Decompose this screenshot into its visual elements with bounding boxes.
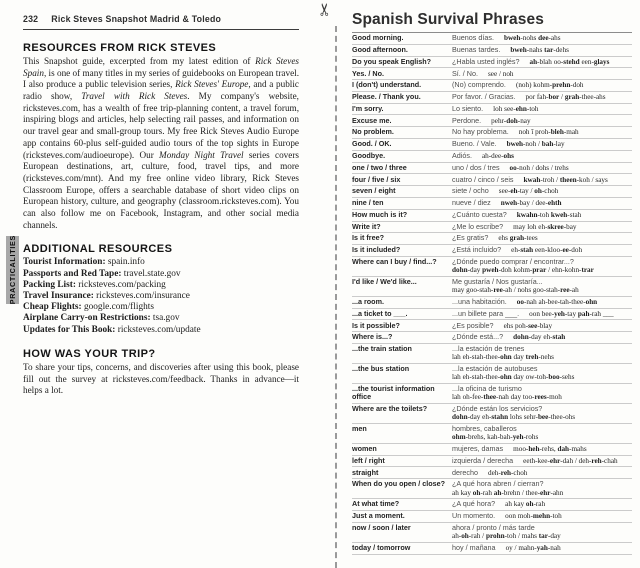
phrase-pronunciation: dohn-day eh-stahn lohs sehr-bee-thee-ohs	[452, 413, 576, 422]
running-header	[23, 14, 299, 30]
phrase-row	[352, 115, 632, 127]
resource-item	[23, 313, 299, 324]
phrase-english: Yes. / No.	[352, 68, 452, 80]
left-page-content	[23, 0, 299, 397]
phrase-spanish: ¿Está incluido?	[452, 245, 502, 255]
phrase-spanish: izquierda / derecha	[452, 455, 514, 465]
resource-value: ricksteves.com/packing	[78, 279, 166, 290]
resource-item	[23, 302, 299, 313]
phrase-translation-cell	[452, 33, 632, 44]
phrase-spanish: cuatro / cinco / seis	[452, 174, 514, 184]
phrase-pronunciation: noh ī proh-bleh-mah	[518, 128, 579, 137]
phrase-translation-cell	[452, 403, 632, 423]
phrase-pronunciation: loh see-ehn-toh	[493, 104, 539, 113]
phrase-translation-cell	[452, 245, 632, 257]
phrase-english: ...a room.	[352, 296, 452, 308]
phrase-pronunciation: ah-oh-rah / prohn-toh / mahs tar-day	[452, 532, 561, 541]
phrase-pronunciation: eh-stah een-kloo-ee-doh	[511, 246, 583, 255]
phrase-translation-cell	[452, 186, 632, 198]
phrase-row	[352, 80, 632, 92]
phrase-pronunciation: ah-dee-ohs	[481, 152, 514, 160]
phrase-pronunciation: nweh-bay / dee-ehth	[500, 199, 562, 208]
phrase-pronunciation: por fah-bor / grah-thee-ahs	[525, 93, 606, 102]
phrase-english: I'd like / We'd like...	[352, 276, 452, 296]
phrase-english: Is it free?	[352, 233, 452, 245]
phrase-english: I (don't) understand.	[352, 80, 452, 92]
phrase-pronunciation: oon bee-yeh-tay pah-rah ___	[529, 309, 614, 318]
resource-value: tsa.gov	[152, 313, 180, 324]
phrase-translation-cell	[452, 197, 632, 209]
phrase-english: left / right	[352, 455, 452, 467]
phrase-translation-cell	[452, 343, 632, 363]
phrase-row	[352, 276, 632, 296]
phrase-spanish: ¿Es gratis?	[452, 233, 489, 243]
phrase-row	[352, 320, 632, 332]
phrase-pronunciation: ah-blah oo-stehd een-glays	[529, 57, 610, 66]
phrase-spanish: ...un billete para ___.	[452, 308, 520, 318]
phrase-pronunciation: lah eh-stah-thee-ohn day ow-toh-boo-sehs	[452, 373, 575, 382]
phrase-english: At what time?	[352, 499, 452, 511]
right-page	[320, 0, 640, 568]
phrase-english: men	[352, 423, 452, 443]
phrase-spanish: ¿Cuánto cuesta?	[452, 209, 507, 219]
resource-value: ricksteves.com/update	[117, 324, 201, 335]
phrase-pronunciation: dohn-day pweh-doh kohm-prar / ehn-kohn-trar	[452, 266, 594, 275]
phrase-translation-cell	[452, 162, 632, 174]
phrase-row	[352, 186, 632, 198]
resource-label: Tourist Information:	[23, 257, 106, 268]
phrase-row	[352, 103, 632, 115]
phrase-pronunciation: kwah-troh / theen-koh / says	[523, 175, 608, 184]
phrase-english: Is it included?	[352, 245, 452, 257]
phrase-spanish: hombres, caballeros	[452, 424, 517, 434]
phrase-translation-cell	[452, 174, 632, 186]
phrase-translation-cell	[452, 479, 632, 499]
phrase-row	[352, 343, 632, 363]
phrase-row	[352, 91, 632, 103]
running-title: Rick Steves Snapshot Madrid & Toledo	[51, 14, 222, 24]
phrase-spanish: Lo siento.	[452, 103, 484, 113]
resource-label: Packing List:	[23, 279, 76, 290]
phrase-translation-cell	[452, 467, 632, 479]
phrase-spanish: Buenos días.	[452, 33, 494, 43]
resource-label: Updates for This Book:	[23, 324, 116, 335]
phrase-translation-cell	[452, 221, 632, 233]
scissors-icon: ✂	[315, 2, 335, 17]
phrase-pronunciation: oo-noh / dohs / trehs	[509, 163, 569, 172]
phrase-translation-cell	[452, 56, 632, 68]
phrase-pronunciation: ohm-brehs, kah-bah-yeh-rohs	[452, 433, 539, 442]
phrase-translation-cell	[452, 68, 632, 80]
resource-item	[23, 325, 299, 336]
phrase-spanish: Me gustaría / Nos gustaría...	[452, 277, 543, 287]
resource-value: ricksteves.com/insurance	[96, 291, 190, 302]
phrase-row	[352, 510, 632, 522]
phrase-english: Please. / Thank you.	[352, 91, 452, 103]
phrase-row	[352, 174, 632, 186]
resource-label: Passports and Red Tape:	[23, 268, 122, 279]
phrase-pronunciation: may loh eh-skree-bay	[513, 222, 577, 231]
phrase-row	[352, 383, 632, 403]
phrase-translation-cell	[452, 276, 632, 296]
resource-item	[23, 269, 299, 280]
phrase-spanish: (No) comprendo.	[452, 80, 506, 90]
phrase-row	[352, 197, 632, 209]
phrase-spanish: Buenas tardes.	[452, 44, 501, 54]
phrase-spanish: mujeres, damas	[452, 444, 504, 454]
phrase-english: Good morning.	[352, 33, 452, 44]
resource-item	[23, 280, 299, 291]
phrase-translation-cell	[452, 423, 632, 443]
phrase-english: now / soon / later	[352, 522, 452, 542]
phrase-pronunciation: oy / mahn-yah-nah	[505, 543, 561, 552]
phrase-english: How much is it?	[352, 209, 452, 221]
phrase-english: Is it possible?	[352, 320, 452, 332]
phrase-english: women	[352, 443, 452, 455]
phrase-row	[352, 162, 632, 174]
phrase-spanish: ¿Dónde puedo comprar / encontrar...?	[452, 257, 574, 267]
resource-item	[23, 257, 299, 268]
phrase-spanish: Sí. / No.	[452, 68, 478, 78]
page-title: Spanish Survival Phrases	[352, 11, 632, 33]
phrase-spanish: Adiós.	[452, 151, 472, 160]
phrase-spanish: ¿A qué hora?	[452, 499, 496, 509]
phrase-spanish: Un momento.	[452, 511, 496, 521]
phrase-translation-cell	[452, 455, 632, 467]
phrase-pronunciation: dohn-day eh-stah	[513, 333, 566, 342]
resource-value: travel.state.gov	[123, 268, 181, 279]
phrase-english: ...the tourist information office	[352, 383, 452, 403]
phrase-translation-cell	[452, 256, 632, 276]
phrase-pronunciation: moo-heh-rehs, dah-mahs	[513, 445, 587, 454]
phrase-english: Where can I buy / find...?	[352, 256, 452, 276]
phrase-translation-cell	[452, 233, 632, 245]
phrase-spanish: siete / ocho	[452, 186, 489, 196]
phrase-pronunciation: ah kay oh-rah	[505, 500, 546, 509]
resource-value: google.com/flights	[83, 302, 154, 313]
phrase-spanish: Perdone.	[452, 115, 482, 125]
additional-resources-heading: ADDITIONAL RESOURCES	[23, 243, 173, 256]
phrase-translation-cell	[452, 139, 632, 151]
resources-paragraph: This Snapshot guide, excerpted from my latest edition of Rick Steves Spain, is one of many titles in my series of guidebooks on European travel. I also produce a public television series, Rick Steves' Europe, and a public radio show, Travel with Rick Steves. My company's website, ricksteves.com, has a wealth of free trip-planning content, a travel forum, inspiring blogs and articles, help selecting rail passes, and information on our travel gear and small-group tours. My free Rick Steves Audio Europe app contains 60-plus self-guided audio tours of the top sights in Europe (ricksteves.com/audioeurope). Our Monday Night Travel series covers European destinations, art, culture, food, travel tips, and more (ricksteves.com/mnt). And my free online video library, Rick Steves Classroom Europe, offers a searchable database of short video clips on European history, culture, and geography (classroom.ricksteves.com). You can also follow me on Facebook, Instagram, and other social media channels.	[23, 56, 299, 230]
phrase-spanish: ¿Es posible?	[452, 320, 494, 330]
phrase-row	[352, 256, 632, 276]
phrase-row	[352, 245, 632, 257]
phrase-pronunciation: lah eh-stah-thee-ohn day treh-nehs	[452, 353, 554, 362]
resource-value: spain.info	[107, 257, 145, 268]
phrase-row	[352, 308, 632, 320]
phrase-spanish: ¿A qué hora abren / cierran?	[452, 479, 544, 489]
phrase-translation-cell	[452, 383, 632, 403]
phrase-spanish: ...la estación de trenes	[452, 344, 525, 354]
phrase-pronunciation: bweh-noh / bah-lay	[506, 140, 565, 149]
resource-label: Cheap Flights:	[23, 302, 82, 313]
page-number: 232	[23, 14, 39, 24]
phrase-translation-cell	[452, 103, 632, 115]
phrase-translation-cell	[452, 150, 632, 162]
right-page-content	[352, 0, 632, 555]
phrase-english: seven / eight	[352, 186, 452, 198]
phrase-spanish: uno / dos / tres	[452, 162, 500, 172]
phrase-translation-cell	[452, 320, 632, 332]
phrase-english: Do you speak English?	[352, 56, 452, 68]
phrase-row	[352, 209, 632, 221]
phrase-row	[352, 221, 632, 233]
phrase-spanish: ¿Habla usted inglés?	[452, 56, 520, 66]
phrase-pronunciation: kwahn-toh kweh-stah	[516, 210, 582, 219]
phrase-row	[352, 467, 632, 479]
phrase-pronunciation: (noh) kohm-prehn-doh	[515, 81, 584, 90]
phrase-spanish: Por favor. / Gracias.	[452, 92, 516, 102]
phrase-translation-cell	[452, 91, 632, 103]
phrase-english: I'm sorry.	[352, 103, 452, 115]
phrase-row	[352, 363, 632, 383]
phrase-row	[352, 443, 632, 455]
phrase-english: Write it?	[352, 221, 452, 233]
phrase-english: ...the bus station	[352, 363, 452, 383]
phrase-row	[352, 522, 632, 542]
phrase-english: Where are the toilets?	[352, 403, 452, 423]
phrase-pronunciation: pehr-doh-nay	[491, 116, 531, 125]
phrase-row	[352, 499, 632, 511]
phrase-english: No problem.	[352, 127, 452, 139]
phrase-row	[352, 332, 632, 344]
resources-heading: RESOURCES FROM RICK STEVES	[23, 42, 217, 54]
phrase-translation-cell	[452, 308, 632, 320]
phrase-translation-cell	[452, 443, 632, 455]
phrase-translation-cell	[452, 499, 632, 511]
phrase-spanish: ...la oficina de turismo	[452, 384, 522, 394]
phrase-pronunciation: bweh-nohs dee-ahs	[503, 34, 561, 43]
phrase-row	[352, 455, 632, 467]
phrase-spanish: nueve / diez	[452, 198, 491, 208]
phrase-row	[352, 296, 632, 308]
phrase-row	[352, 127, 632, 139]
phrase-translation-cell	[452, 209, 632, 221]
resource-list	[23, 257, 299, 336]
phrase-english: ...a ticket to ___.	[352, 308, 452, 320]
phrase-translation-cell	[452, 296, 632, 308]
phrase-row	[352, 403, 632, 423]
resource-item	[23, 291, 299, 302]
phrase-spanish: No hay problema.	[452, 127, 509, 137]
phrase-row	[352, 150, 632, 162]
phrase-pronunciation: ehs poh-see-blay	[503, 321, 553, 330]
phrase-spanish: derecho	[452, 467, 478, 477]
phrase-english: Just a moment.	[352, 510, 452, 522]
phrase-translation-cell	[452, 542, 632, 554]
phrase-translation-cell	[452, 115, 632, 127]
phrase-english: Goodbye.	[352, 150, 452, 162]
phrase-translation-cell	[452, 44, 632, 56]
resource-label: Airplane Carry-on Restrictions:	[23, 313, 151, 324]
phrase-spanish: ¿Dónde está...?	[452, 332, 504, 342]
phrase-pronunciation: deh-reh-choh	[487, 468, 528, 477]
phrase-english: Good afternoon.	[352, 44, 452, 56]
phrase-pronunciation: eeth-kee-ehr-dah / deh-reh-chah	[523, 456, 618, 465]
phrase-pronunciation: lah oh-fee-thee-nah day too-rees-moh	[452, 393, 562, 402]
phrase-spanish: ¿Dónde están los servicios?	[452, 404, 543, 414]
phrase-translation-cell	[452, 510, 632, 522]
phrase-english: When do you open / close?	[352, 479, 452, 499]
phrase-pronunciation: oon moh-mehn-toh	[505, 512, 562, 521]
phrase-row	[352, 33, 632, 44]
side-tab-label: PRACTICALITIES	[8, 235, 17, 305]
phrase-row	[352, 44, 632, 56]
phrase-row	[352, 139, 632, 151]
phrase-spanish: ahora / pronto / más tarde	[452, 522, 535, 532]
phrase-english: ...the train station	[352, 343, 452, 363]
phrase-pronunciation: ehs grah-tees	[498, 234, 538, 243]
phrase-row	[352, 233, 632, 245]
phrase-row	[352, 423, 632, 443]
phrase-translation-cell	[452, 332, 632, 344]
phrase-english: one / two / three	[352, 162, 452, 174]
phrase-translation-cell	[452, 363, 632, 383]
phrase-english: Where is...?	[352, 332, 452, 344]
phrase-row	[352, 56, 632, 68]
phrase-translation-cell	[452, 127, 632, 139]
resource-label: Travel Insurance:	[23, 291, 94, 302]
phrase-row	[352, 68, 632, 80]
phrase-english: Excuse me.	[352, 115, 452, 127]
phrase-spanish: Bueno. / Vale.	[452, 139, 497, 149]
phrase-row	[352, 542, 632, 554]
phrase-pronunciation: see-eh-tay / oh-choh	[498, 187, 559, 196]
phrase-translation-cell	[452, 522, 632, 542]
phrase-pronunciation: bweh-nahs tar-dehs	[510, 45, 569, 54]
phrase-english: Good. / OK.	[352, 139, 452, 151]
phrase-spanish: hoy / mañana	[452, 542, 496, 552]
phrase-translation-cell	[452, 80, 632, 92]
trip-paragraph: To share your tips, concerns, and discoveries after using this book, please fill out the survey at ricksteves.com/feedback. Thanks in advance—it helps a lot.	[23, 361, 299, 396]
phrase-pronunciation: may goo-stah-ree-ah / nohs goo-stah-ree-ah	[452, 286, 579, 295]
phrase-table	[352, 33, 632, 555]
trip-heading: HOW WAS YOUR TRIP?	[23, 347, 156, 360]
phrase-spanish: ...una habitación.	[452, 297, 507, 306]
phrase-english: today / tomorrow	[352, 542, 452, 554]
phrase-pronunciation: see / noh	[487, 69, 514, 78]
phrase-spanish: ...la estación de autobuses	[452, 364, 538, 374]
phrase-row	[352, 479, 632, 499]
phrase-spanish: ¿Me lo escribe?	[452, 221, 504, 231]
phrase-pronunciation: ah kay oh-rah ah-brehn / thee-ehr-ahn	[452, 488, 564, 497]
phrase-english: straight	[352, 467, 452, 479]
phrase-english: nine / ten	[352, 197, 452, 209]
practicalities-side-tab	[6, 236, 19, 304]
phrase-pronunciation: oo-nah ah-bee-tah-thee-ohn	[516, 298, 598, 306]
phrase-english: four / five / six	[352, 174, 452, 186]
